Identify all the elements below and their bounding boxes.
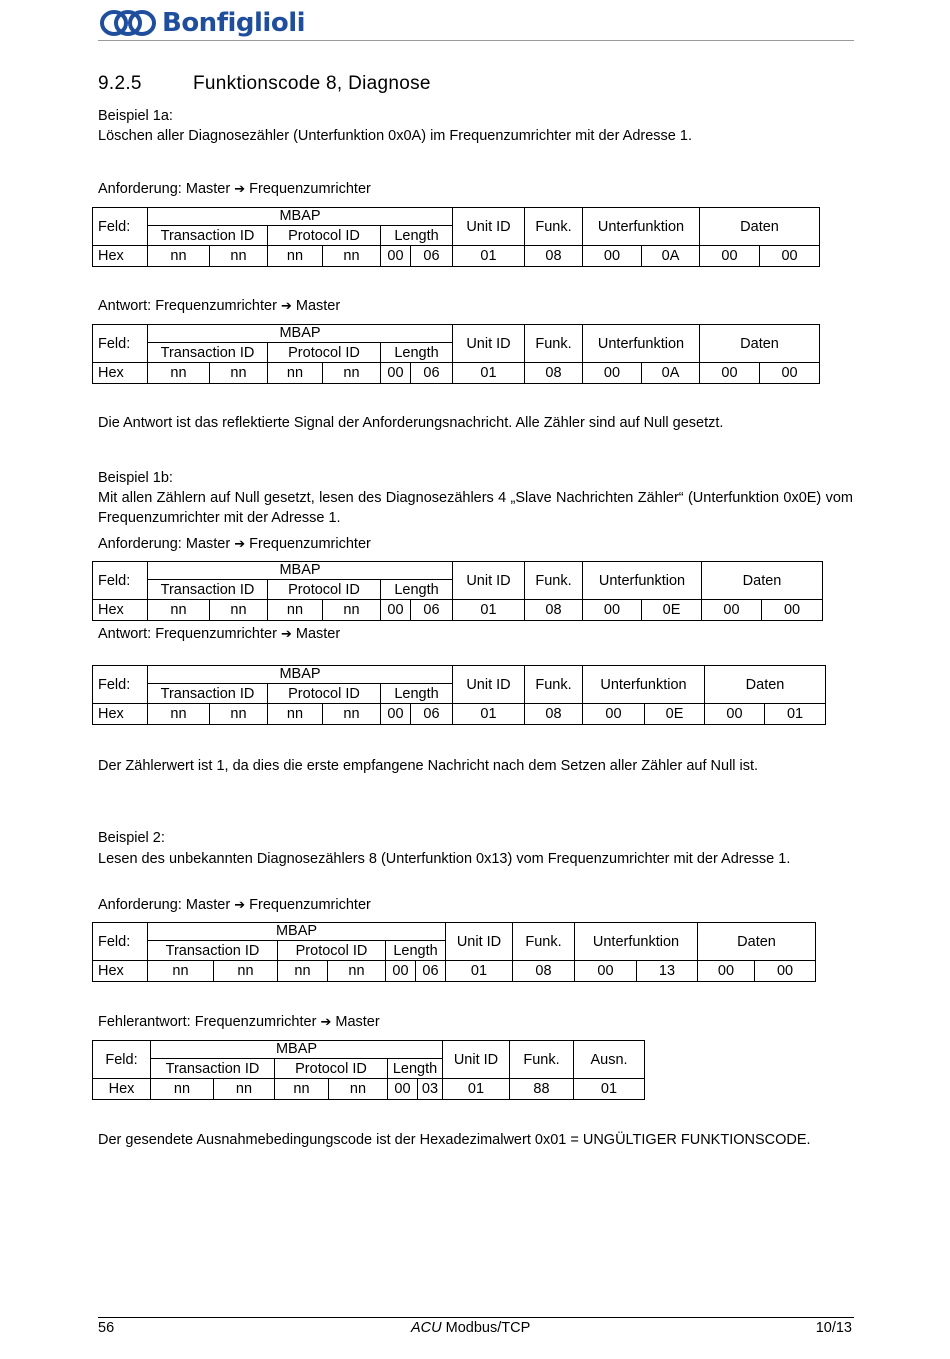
cell: 08 xyxy=(525,704,583,725)
cell: nn xyxy=(323,246,381,267)
example-1b-note: Der Zählerwert ist 1, da dies die erste empfangene Nachricht nach dem Setzen aller Zähler auf Null ist. xyxy=(98,758,759,774)
example-1b-title: Beispiel 1b: xyxy=(98,470,173,486)
example-1b-description: Mit allen Zählern auf Null gesetzt, lesen des Diagnosezählers 4 „Slave Nachrichten Zähler“ (Unterfunktion 0x0E) vom Frequenzumrichter mit der Adresse 1. xyxy=(98,490,853,526)
length-header: Length xyxy=(381,580,453,600)
cell: nn xyxy=(275,1079,329,1100)
field-label: Feld: xyxy=(93,325,148,363)
unit-id-header: Unit ID xyxy=(453,325,525,363)
arrow-right-icon: ➔ xyxy=(234,537,246,552)
daten-header: Daten xyxy=(705,666,826,704)
cell: 00 xyxy=(575,961,637,982)
unterfunktion-header: Unterfunktion xyxy=(583,325,700,363)
hex-label: Hex xyxy=(93,1079,151,1100)
cell: 06 xyxy=(416,961,446,982)
example-1b-response-table xyxy=(92,665,826,725)
mbap-header: MBAP xyxy=(148,666,453,684)
funk-header: Funk. xyxy=(513,923,575,961)
cell: nn xyxy=(268,600,323,621)
table-header-row xyxy=(93,562,823,580)
cell: nn xyxy=(268,704,323,725)
cell: 00 xyxy=(381,246,411,267)
transaction-id-header: Transaction ID xyxy=(148,941,278,961)
cell: nn xyxy=(210,246,268,267)
cell: 06 xyxy=(411,246,453,267)
protocol-id-header: Protocol ID xyxy=(268,226,381,246)
transaction-id-header: Transaction ID xyxy=(148,343,268,363)
table-row xyxy=(93,363,820,384)
cell: nn xyxy=(323,704,381,725)
example-2-error-table xyxy=(92,1040,645,1100)
cell: 88 xyxy=(510,1079,574,1100)
daten-header: Daten xyxy=(700,325,820,363)
example-2-request-table xyxy=(92,922,816,982)
protocol-id-header: Protocol ID xyxy=(268,343,381,363)
cell: 00 xyxy=(583,246,642,267)
example-1b-request-table xyxy=(92,561,823,621)
table-header-row xyxy=(93,666,826,684)
transaction-id-header: Transaction ID xyxy=(151,1059,275,1079)
section-title: Funktionscode 8, Diagnose xyxy=(193,73,431,94)
example-1a-request-label: Anforderung: Master ➔ Frequenzumrichter xyxy=(98,181,371,197)
cell: nn xyxy=(268,363,323,384)
cell: 00 xyxy=(700,363,760,384)
funk-header: Funk. xyxy=(510,1041,574,1079)
cell: nn xyxy=(148,704,210,725)
cell: 00 xyxy=(700,246,760,267)
cell: 00 xyxy=(760,363,820,384)
hex-label: Hex xyxy=(93,246,148,267)
example-1a-response-table xyxy=(92,324,820,384)
hex-label: Hex xyxy=(93,600,148,621)
cell: 01 xyxy=(453,246,525,267)
cell: 0E xyxy=(642,600,702,621)
cell: 00 xyxy=(381,600,411,621)
example-1a-title: Beispiel 1a: xyxy=(98,108,173,124)
example-2-description: Lesen des unbekannten Diagnosezählers 8 (Unterfunktion 0x13) vom Frequenzumrichter mit der Adresse 1. xyxy=(98,851,791,867)
cell: nn xyxy=(148,600,210,621)
daten-header: Daten xyxy=(698,923,816,961)
example-1b-request-label: Anforderung: Master ➔ Frequenzumrichter xyxy=(98,536,371,552)
bonfiglioli-emblem-icon xyxy=(100,8,156,38)
table-row xyxy=(93,246,820,267)
cell: nn xyxy=(148,246,210,267)
protocol-id-header: Protocol ID xyxy=(278,941,386,961)
cell: 00 xyxy=(702,600,762,621)
example-1a-response-label: Antwort: Frequenzumrichter ➔ Master xyxy=(98,298,341,314)
footer-divider xyxy=(98,1317,854,1318)
protocol-id-header: Protocol ID xyxy=(268,580,381,600)
cell: 03 xyxy=(418,1079,443,1100)
document-title: ACU Modbus/TCP xyxy=(411,1320,531,1336)
cell: nn xyxy=(268,246,323,267)
field-label: Feld: xyxy=(93,666,148,704)
cell: 00 xyxy=(388,1079,418,1100)
example-1b-response-label: Antwort: Frequenzumrichter ➔ Master xyxy=(98,626,341,642)
document-date: 10/13 xyxy=(815,1320,852,1336)
funk-header: Funk. xyxy=(525,325,583,363)
table-row xyxy=(93,961,816,982)
cell: 0A xyxy=(642,363,700,384)
table-row xyxy=(93,600,823,621)
cell: 00 xyxy=(755,961,816,982)
table-row xyxy=(93,704,826,725)
length-header: Length xyxy=(381,343,453,363)
header-divider xyxy=(98,40,854,41)
cell: nn xyxy=(329,1079,388,1100)
cell: nn xyxy=(148,363,210,384)
cell: nn xyxy=(210,600,268,621)
cell: nn xyxy=(151,1079,214,1100)
cell: 01 xyxy=(446,961,513,982)
daten-header: Daten xyxy=(702,562,823,600)
cell: 01 xyxy=(453,704,525,725)
table-header-row xyxy=(93,1041,645,1059)
table-header-row xyxy=(93,325,820,343)
transaction-id-header: Transaction ID xyxy=(148,684,268,704)
page-number: 56 xyxy=(98,1320,115,1336)
example-2-title: Beispiel 2: xyxy=(98,830,165,846)
field-label: Feld: xyxy=(93,208,148,246)
funk-header: Funk. xyxy=(525,208,583,246)
cell: 00 xyxy=(705,704,765,725)
cell: 00 xyxy=(583,704,645,725)
cell: 06 xyxy=(411,704,453,725)
example-2-note: Der gesendete Ausnahmebedingungscode ist der Hexadezimalwert 0x01 = UNGÜLTIGER FUNKTIONSCODE. xyxy=(98,1132,811,1148)
cell: 00 xyxy=(760,246,820,267)
cell: 01 xyxy=(443,1079,510,1100)
example-1a-request-table xyxy=(92,207,820,267)
section-number: 9.2.5 xyxy=(98,73,142,94)
unterfunktion-header: Unterfunktion xyxy=(583,208,700,246)
mbap-header: MBAP xyxy=(148,562,453,580)
protocol-id-header: Protocol ID xyxy=(268,684,381,704)
field-label: Feld: xyxy=(93,1041,151,1079)
unit-id-header: Unit ID xyxy=(443,1041,510,1079)
arrow-right-icon: ➔ xyxy=(280,627,292,642)
mbap-header: MBAP xyxy=(148,325,453,343)
cell: nn xyxy=(323,600,381,621)
field-label: Feld: xyxy=(93,923,148,961)
unterfunktion-header: Unterfunktion xyxy=(575,923,698,961)
cell: nn xyxy=(214,1079,275,1100)
arrow-right-icon: ➔ xyxy=(234,898,246,913)
hex-label: Hex xyxy=(93,704,148,725)
example-2-error-label: Fehlerantwort: Frequenzumrichter ➔ Master xyxy=(98,1014,380,1030)
mbap-header: MBAP xyxy=(148,923,446,941)
cell: nn xyxy=(148,961,214,982)
field-label: Feld: xyxy=(93,562,148,600)
cell: 01 xyxy=(453,363,525,384)
cell: nn xyxy=(328,961,386,982)
length-header: Length xyxy=(386,941,446,961)
cell: nn xyxy=(210,704,268,725)
cell: 01 xyxy=(765,704,826,725)
arrow-right-icon: ➔ xyxy=(234,182,246,197)
length-header: Length xyxy=(381,684,453,704)
cell: nn xyxy=(214,961,278,982)
length-header: Length xyxy=(381,226,453,246)
cell: 01 xyxy=(453,600,525,621)
cell: 06 xyxy=(411,363,453,384)
hex-label: Hex xyxy=(93,363,148,384)
funk-header: Funk. xyxy=(525,666,583,704)
cell: nn xyxy=(210,363,268,384)
mbap-header: MBAP xyxy=(151,1041,443,1059)
cell: 01 xyxy=(574,1079,645,1100)
cell: 00 xyxy=(386,961,416,982)
cell: 00 xyxy=(583,600,642,621)
hex-label: Hex xyxy=(93,961,148,982)
daten-header: Daten xyxy=(700,208,820,246)
table-header-row xyxy=(93,923,816,941)
cell: 00 xyxy=(583,363,642,384)
unit-id-header: Unit ID xyxy=(453,208,525,246)
funk-header: Funk. xyxy=(525,562,583,600)
unterfunktion-header: Unterfunktion xyxy=(583,666,705,704)
ausn-header: Ausn. xyxy=(574,1041,645,1079)
brand-logo xyxy=(100,6,305,40)
cell: 00 xyxy=(381,704,411,725)
section-heading xyxy=(98,73,431,95)
cell: nn xyxy=(323,363,381,384)
cell: 0E xyxy=(645,704,705,725)
mbap-header: MBAP xyxy=(148,208,453,226)
cell: 08 xyxy=(525,246,583,267)
cell: nn xyxy=(278,961,328,982)
cell: 0A xyxy=(642,246,700,267)
protocol-id-header: Protocol ID xyxy=(275,1059,388,1079)
unit-id-header: Unit ID xyxy=(453,666,525,704)
cell: 08 xyxy=(513,961,575,982)
table-header-row xyxy=(93,208,820,226)
cell: 00 xyxy=(698,961,755,982)
unit-id-header: Unit ID xyxy=(446,923,513,961)
example-1a-note: Die Antwort ist das reflektierte Signal der Anforderungsnachricht. Alle Zähler sind auf Null gesetzt. xyxy=(98,415,724,431)
arrow-right-icon: ➔ xyxy=(280,299,292,314)
cell: 06 xyxy=(411,600,453,621)
cell: 00 xyxy=(762,600,823,621)
cell: 08 xyxy=(525,600,583,621)
table-row xyxy=(93,1079,645,1100)
unit-id-header: Unit ID xyxy=(453,562,525,600)
arrow-right-icon: ➔ xyxy=(320,1015,332,1030)
cell: 08 xyxy=(525,363,583,384)
cell: 00 xyxy=(381,363,411,384)
cell: 13 xyxy=(637,961,698,982)
transaction-id-header: Transaction ID xyxy=(148,580,268,600)
unterfunktion-header: Unterfunktion xyxy=(583,562,702,600)
length-header: Length xyxy=(388,1059,443,1079)
example-1a-description: Löschen aller Diagnosezähler (Unterfunktion 0x0A) im Frequenzumrichter mit der Adresse 1. xyxy=(98,128,692,144)
brand-name: Bonfiglioli xyxy=(162,8,306,38)
example-2-request-label: Anforderung: Master ➔ Frequenzumrichter xyxy=(98,897,371,913)
transaction-id-header: Transaction ID xyxy=(148,226,268,246)
